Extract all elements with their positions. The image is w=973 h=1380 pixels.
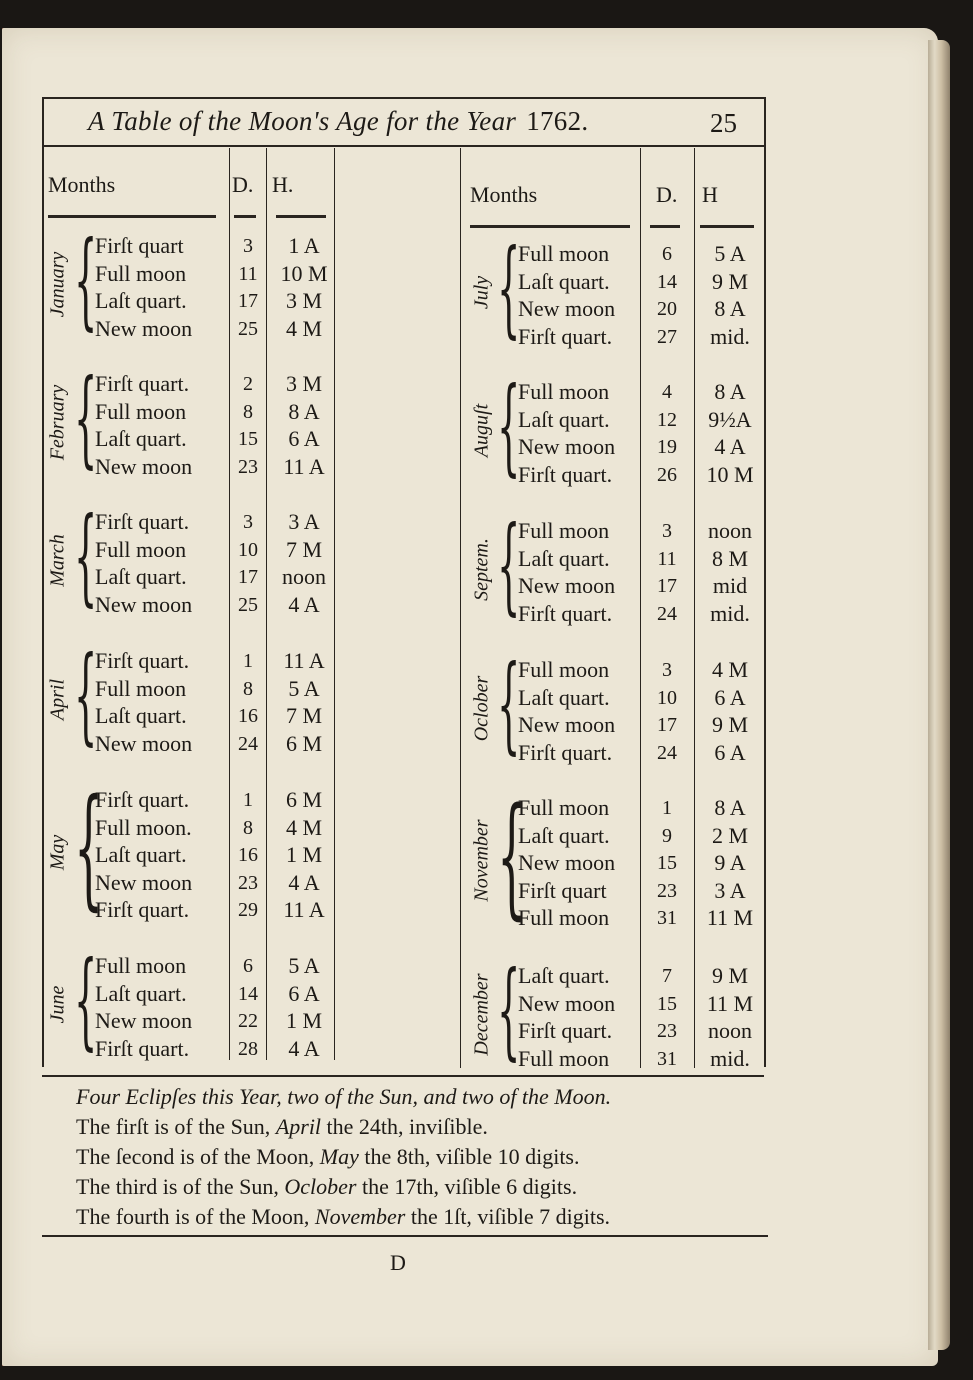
event-hour: 6 M xyxy=(285,787,323,812)
event-name: Full moon xyxy=(518,518,610,543)
eclipse-line-month: November xyxy=(314,1204,406,1229)
brace-icon: { xyxy=(497,365,521,487)
eclipse-line-post: the 17th, viſible 6 digits. xyxy=(356,1174,578,1199)
event-day: 16 xyxy=(238,844,258,866)
month-label: June xyxy=(46,985,69,1024)
event-day: 27 xyxy=(657,325,677,348)
event-name: New moon xyxy=(95,591,193,617)
event-name: New moon xyxy=(95,315,193,341)
event-name: Laſt quart. xyxy=(518,545,610,571)
event-hour: noon xyxy=(282,564,326,589)
month-label: Oclober xyxy=(470,675,493,742)
month-label: February xyxy=(46,384,69,461)
event-name: Firſt quart. xyxy=(518,739,613,765)
event-day: 15 xyxy=(238,428,258,450)
brace-icon: { xyxy=(497,504,521,626)
brace-icon: { xyxy=(74,219,98,341)
month-label: March xyxy=(46,534,69,587)
eclipse-line-pre: The ſecond is of the Moon, xyxy=(76,1144,320,1169)
event-name: Full moon xyxy=(95,398,187,424)
brace-icon: { xyxy=(497,227,521,349)
event-name: New moon xyxy=(518,434,616,460)
event-hour: 11 A xyxy=(283,648,325,673)
event-day: 20 xyxy=(657,298,677,321)
month-label: Auguſt xyxy=(470,404,493,458)
event-name: Full moon xyxy=(95,536,187,562)
event-hour: mid. xyxy=(710,600,750,626)
event-name: Full moon xyxy=(518,379,610,404)
event-name: Firſt quart. xyxy=(518,461,613,487)
event-day: 9 xyxy=(662,824,672,847)
event-name: Laſt quart. xyxy=(518,268,610,294)
eclipse-line xyxy=(76,1204,610,1230)
month-label: May xyxy=(46,834,69,871)
event-hour: 9 A xyxy=(714,850,746,876)
col-rule-right-start xyxy=(460,148,461,1068)
event-hour: 1 A xyxy=(288,233,320,258)
event-name: Laſt quart. xyxy=(95,564,187,589)
event-hour: 4 A xyxy=(288,869,320,895)
event-hour: 3 M xyxy=(285,288,323,313)
event-day: 17 xyxy=(238,566,258,588)
event-day: 25 xyxy=(238,593,258,616)
brace-icon: { xyxy=(497,779,527,932)
eclipse-line-pre: The firſt is of the Sun, xyxy=(76,1114,276,1139)
event-name: Laſt quart. xyxy=(95,703,187,728)
event-day: 10 xyxy=(238,538,258,561)
eclipse-line-post: the 8th, viſible 10 digits. xyxy=(358,1144,580,1169)
event-day: 19 xyxy=(657,436,677,459)
event-day: 29 xyxy=(238,899,258,921)
header-dash-hour-left xyxy=(276,215,326,218)
event-hour: 4 M xyxy=(711,657,749,682)
event-day: 23 xyxy=(657,879,677,902)
event-name: Full moon xyxy=(518,1045,610,1071)
event-day: 14 xyxy=(657,270,677,293)
event-hour: 8 M xyxy=(711,545,749,571)
event-day: 15 xyxy=(657,852,677,875)
event-hour: 7 M xyxy=(285,703,323,728)
event-day: 31 xyxy=(657,907,677,930)
event-hour: 8 A xyxy=(714,379,746,404)
event-hour: 10 M xyxy=(280,260,328,286)
event-hour: 11 M xyxy=(706,990,754,1016)
col-rule-right-day xyxy=(640,148,641,1068)
event-name: Laſt quart. xyxy=(95,288,187,313)
header-day-right: D. xyxy=(656,182,678,207)
event-hour: 5 A xyxy=(714,241,746,266)
event-day: 22 xyxy=(238,1010,258,1032)
page-edges xyxy=(928,40,950,1350)
eclipse-line xyxy=(76,1174,577,1200)
event-name: New moon xyxy=(518,712,616,738)
event-name: Firſt quart. xyxy=(95,897,190,922)
page-number: 25 xyxy=(710,108,737,138)
event-hour: 4 A xyxy=(288,591,320,617)
event-hour: 10 M xyxy=(706,461,754,487)
brace-icon: { xyxy=(74,771,104,923)
header-dash-right xyxy=(470,225,630,228)
brace-icon: { xyxy=(74,939,98,1061)
event-name: Firſt quart. xyxy=(95,371,190,396)
event-hour: 9 M xyxy=(711,268,749,294)
event-name: New moon xyxy=(518,296,616,322)
brace-icon: { xyxy=(497,949,521,1071)
event-name: Full moon xyxy=(518,905,610,931)
event-hour: 9 M xyxy=(711,712,749,738)
event-hour: mid xyxy=(712,573,748,599)
signature-mark: D xyxy=(390,1250,406,1275)
event-name: Laſt quart. xyxy=(95,426,187,451)
event-hour: 6 A xyxy=(714,739,746,765)
event-name: New moon xyxy=(518,990,616,1016)
eclipse-line xyxy=(76,1144,580,1170)
event-name: New moon xyxy=(518,573,616,599)
event-hour: 3 A xyxy=(288,509,320,534)
header-months-left: Months xyxy=(48,172,116,197)
month-label: December xyxy=(470,973,493,1056)
event-name: Laſt quart. xyxy=(518,822,610,848)
eclipse-line-month: April xyxy=(275,1114,322,1139)
eclipse-line-pre: The third is of the Sun, xyxy=(76,1174,285,1199)
table-bottom-rule xyxy=(42,1075,764,1077)
event-hour: 8 A xyxy=(714,795,746,820)
event-hour: 8 A xyxy=(714,296,746,322)
event-day: 12 xyxy=(657,408,677,431)
event-hour: 11 M xyxy=(706,905,754,931)
event-hour: 6 A xyxy=(288,980,320,1006)
event-name: Firſt quart xyxy=(518,877,607,903)
event-name: Full moon xyxy=(95,675,187,701)
col-rule-left-day xyxy=(229,148,230,1060)
eclipse-line-month: Oclober xyxy=(284,1174,357,1199)
event-day: 1 xyxy=(662,797,672,819)
event-name: Firſt quart. xyxy=(95,509,190,534)
event-name: Firſt quart. xyxy=(95,787,190,812)
header-dash-left xyxy=(48,215,216,218)
event-day: 14 xyxy=(238,982,258,1005)
event-hour: noon xyxy=(708,518,752,543)
event-day: 4 xyxy=(662,381,672,403)
event-day: 6 xyxy=(662,243,672,265)
event-hour: 8 A xyxy=(288,398,320,424)
event-day: 28 xyxy=(238,1037,258,1060)
event-hour: 3 M xyxy=(285,371,323,396)
event-name: Firſt quart. xyxy=(95,648,190,673)
event-name: Full moon xyxy=(518,657,610,682)
eclipse-line-post: the 24th, inviſible. xyxy=(321,1114,488,1139)
header-dash-day-right xyxy=(650,225,680,228)
eclipse-line-month: May xyxy=(319,1144,359,1169)
event-hour: 9½A xyxy=(708,406,752,432)
event-day: 23 xyxy=(238,871,258,894)
event-name: New moon xyxy=(518,850,616,876)
title-rule xyxy=(42,145,764,147)
brace-icon: { xyxy=(74,634,98,756)
title-text: A Table of the Moon's Age for the Year xyxy=(88,106,517,136)
brace-icon: { xyxy=(74,357,98,479)
event-day: 25 xyxy=(238,317,258,340)
event-hour: mid. xyxy=(710,323,750,349)
event-day: 24 xyxy=(657,741,677,764)
month-label: Septem. xyxy=(470,538,493,602)
event-day: 6 xyxy=(243,955,253,977)
event-hour: 4 M xyxy=(285,315,323,341)
event-name: Laſt quart. xyxy=(95,980,187,1006)
event-hour: 3 A xyxy=(714,877,746,903)
event-day: 11 xyxy=(238,262,258,285)
event-day: 23 xyxy=(657,1020,677,1043)
event-day: 24 xyxy=(657,602,677,625)
event-hour: 4 A xyxy=(288,1035,320,1061)
event-name: New moon xyxy=(95,730,193,756)
page-title xyxy=(88,106,588,137)
month-label: January xyxy=(46,251,69,318)
event-day: 31 xyxy=(657,1047,677,1070)
event-day: 8 xyxy=(243,400,253,423)
event-day: 11 xyxy=(657,547,677,570)
year: 1762. xyxy=(526,106,589,136)
event-day: 3 xyxy=(662,659,672,681)
event-day: 10 xyxy=(657,686,677,709)
event-day: 23 xyxy=(238,455,258,478)
header-dash-hour-right xyxy=(700,225,754,228)
event-day: 1 xyxy=(243,650,253,672)
eclipse-line-post: the 1ſt, viſible 7 digits. xyxy=(405,1204,611,1229)
event-hour: 6 M xyxy=(285,730,323,756)
header-day-left: D. xyxy=(232,172,254,197)
event-day: 1 xyxy=(243,789,253,811)
event-day: 2 xyxy=(243,373,253,395)
event-name: Laſt quart. xyxy=(518,963,610,988)
month-label: November xyxy=(470,819,493,902)
event-hour: 1 M xyxy=(285,842,323,867)
event-hour: 9 M xyxy=(711,963,749,988)
event-hour: 4 A xyxy=(714,434,746,460)
eclipse-line-pre: The fourth is of the Moon, xyxy=(76,1204,315,1229)
brace-icon: { xyxy=(74,495,98,617)
event-name: Full moon xyxy=(95,953,187,978)
event-name: Laſt quart. xyxy=(518,684,610,710)
header-months-right: Months xyxy=(470,182,538,207)
event-name: Full moon xyxy=(95,260,187,286)
event-name: Full moon xyxy=(518,241,610,266)
event-day: 15 xyxy=(657,992,677,1015)
header-hour-right: H xyxy=(702,182,718,207)
event-hour: 4 M xyxy=(285,814,323,840)
event-name: Full moon xyxy=(518,795,610,820)
event-day: 8 xyxy=(243,816,253,839)
eclipse-heading xyxy=(76,1084,611,1110)
event-day: 16 xyxy=(238,705,258,727)
event-name: Firſt quart. xyxy=(518,323,613,349)
event-name: New moon xyxy=(95,869,193,895)
month-label: July xyxy=(470,276,493,310)
event-day: 24 xyxy=(238,732,258,755)
event-name: Firſt quart. xyxy=(518,1018,613,1044)
event-hour: mid. xyxy=(710,1045,750,1071)
footer-rule xyxy=(42,1235,768,1237)
event-name: Laſt quart. xyxy=(518,406,610,432)
event-name: New moon xyxy=(95,1008,193,1033)
event-hour: 2 M xyxy=(711,822,749,848)
event-name: Firſt quart xyxy=(95,233,184,258)
col-rule-left-hour xyxy=(266,148,267,1060)
event-day: 17 xyxy=(657,575,677,598)
header-dash-day-left xyxy=(234,215,256,218)
event-day: 3 xyxy=(243,511,253,533)
event-day: 17 xyxy=(657,714,677,737)
event-name: New moon xyxy=(95,453,193,479)
event-day: 7 xyxy=(662,965,672,987)
event-hour: noon xyxy=(708,1018,752,1044)
event-hour: 11 A xyxy=(283,453,325,479)
event-name: Firſt quart. xyxy=(95,1035,190,1061)
event-day: 8 xyxy=(243,677,253,700)
event-name: Laſt quart. xyxy=(95,842,187,867)
event-name: Full moon. xyxy=(95,814,192,840)
month-label: April xyxy=(46,678,69,721)
header-hour-left: H. xyxy=(272,172,294,197)
event-hour: 5 A xyxy=(288,675,320,701)
event-hour: 5 A xyxy=(288,953,320,978)
event-hour: 6 A xyxy=(288,426,320,451)
event-name: Firſt quart. xyxy=(518,600,613,626)
brace-icon: { xyxy=(497,643,521,765)
eclipse-heading-text: Four Eclipſes this Year, two of the Sun, and two of the Moon. xyxy=(76,1084,612,1109)
event-day: 26 xyxy=(657,463,677,486)
event-hour: 11 A xyxy=(283,897,325,922)
event-day: 3 xyxy=(662,520,672,542)
eclipse-line xyxy=(76,1114,488,1140)
event-hour: 6 A xyxy=(714,684,746,710)
event-day: 17 xyxy=(238,290,258,312)
event-hour: 7 M xyxy=(285,536,323,562)
event-hour: 1 M xyxy=(285,1008,323,1033)
event-day: 3 xyxy=(243,235,253,257)
